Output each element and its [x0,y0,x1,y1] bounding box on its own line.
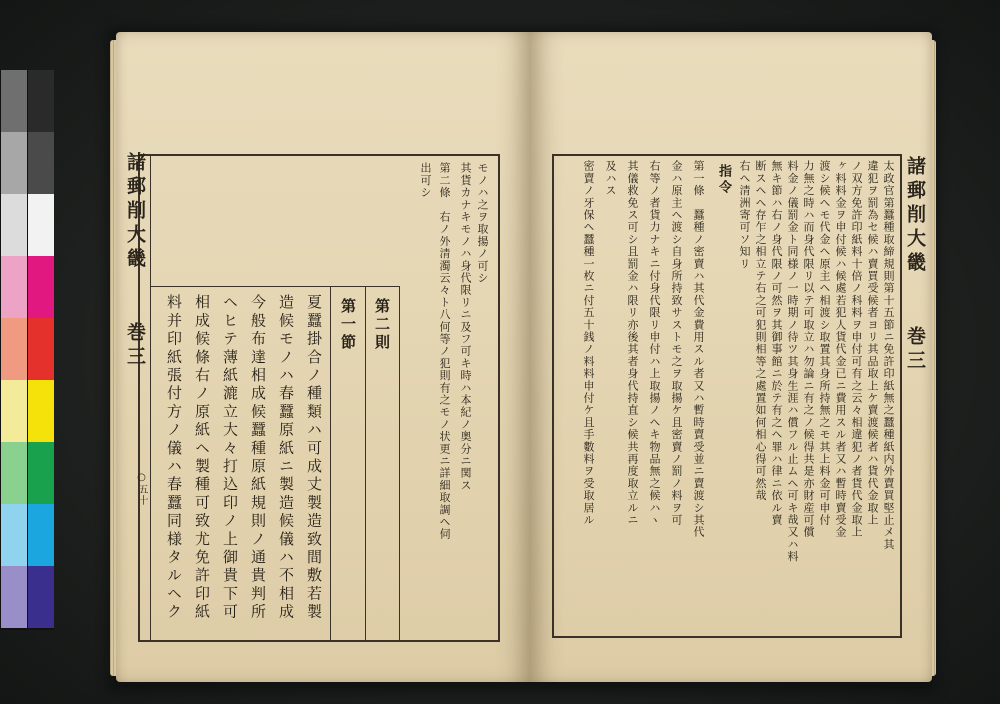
calibration-patch [28,70,54,132]
right-line-6: 力無之時ハ而身代限リ以テ可取立ハ勿論ニ有之ノ候得共是亦財産可償 [802,160,815,539]
right-line2-2: 金ハ原主ヘ渡シ自身所持致サストモ之ヲ取揚ケ且密賣ノ罰ノ料ヲ可 [670,160,683,526]
calibration-patch [28,194,54,256]
left-lower-line-1: 夏蠶掛合ノ種類ハ可成丈製造致間敷若製 [305,294,323,622]
calibration-patch [28,318,54,380]
right-line2-1: 第一條 蠶種ノ密賣ハ其代金費用スル者又ハ暫時賣受並ニ賣渡シ其代 [692,160,705,539]
calibration-patch [1,504,27,566]
right-line-7: 料金ノ儀罰金ト同様ノ一時期ノ待ツ其身生涯ハ償フル止ムヘ可キ哉又ハ料 [786,160,799,563]
right-line-2: 違犯ヲ罰為セ候ハ賣買受候者ヨリ其品取上ケ賣渡候者ハ貨代金取上 [866,160,879,526]
left-lower-line-2: 造候モノハ春蠶原紙ニ製造候儀ハ不相成 [277,294,295,622]
calibration-patch [28,566,54,628]
calibration-patch [28,380,54,442]
left-upper-line-3: 第二條 右ノ外清濁云々ト八何等ノ犯則有之モノ状更ニ詳細取調ヘ伺 [438,162,451,541]
calibration-patch [28,442,54,504]
color-calibration-strip [0,70,54,630]
left-upper-line-4: 出可シ [419,162,432,199]
left-lower-line-4: ヘヒテ薄紙漉立大々打込印ノ上御貴下可 [221,294,239,622]
right-line-8: 無キ節ハ右ノ身代限ノ可然ヲ其御事館ニ於テ有之ヘ罪ハ律ニ依ル賣 [770,160,783,526]
left-lower-line-3: 今般布達相成候蠶種原紙規則ノ通貴判所 [249,294,267,622]
left-upper-line-2: 其貨カナキモノハ身代限リニ及フ可キ時ハ本紀ノ奥分ニ関ス [459,162,472,492]
right-line2-4: 其儀救免ス可シ且罰金ハ限リ亦後其者身代持直シ候共再度取立ルニ [626,160,639,526]
left-header-title: 諸郵削大畿 [124,152,146,272]
calibration-patch [1,566,27,628]
right-line-9: 断スヘヘ存乍之相立テ右之可犯則相等之處置如何相心得可然哉 [754,160,767,502]
calibration-patch [1,256,27,318]
left-heading-1: 第一節 [339,298,357,352]
right-header-volume: 巻三 [904,326,926,374]
right-line-10: 右ヘ清洲寄可ソ知リ [738,160,751,270]
right-line-5: 渡シ候ヘモ代金ヘ原主ヘ相渡シ取置其身所持無之モ其上料金可申付 [818,160,831,526]
calibration-patch [28,256,54,318]
calibration-patch [1,442,27,504]
calibration-patch [1,318,27,380]
left-lower-line-5: 相成候條右ノ原紙ヘ製種可致尤免許印紙 [193,294,211,622]
left-heading-rule-1 [365,286,366,642]
left-page [116,32,530,682]
right-header-title: 諸郵削大畿 [904,156,926,276]
right-line2-3: 右等ノ者貨力ナキニ付身代限リ申付ハ上取揚ノヘキ物品無之候ハヽ [648,160,661,526]
left-heading-rule-2 [330,286,331,642]
left-folio: ○五十 [136,472,147,506]
left-section-frame [150,286,400,642]
calibration-patch [1,70,27,132]
left-lower-line-6: 料并印紙張付方ノ儀ハ春蠶同様タルヘク [165,294,183,622]
calibration-patch [1,380,27,442]
right-line2-6: 密賣ノ牙保ヘ蠶種一枚ニ付五十銭ノ料料申付ケ且手數料ヲ受取居ル [582,160,595,526]
calibration-patch [28,132,54,194]
calibration-patch [28,504,54,566]
right-page [530,32,932,682]
left-header-volume: 巻三 [124,322,146,370]
calibration-patch [1,132,27,194]
calibration-patch [1,194,27,256]
left-upper-line-1: モノハ之ヲ取揚ノ可シ [476,162,489,284]
left-heading-2: 第二則 [373,298,391,352]
right-line-4: ヶ料料金ヲ申付候ハ候處若犯人貨代金已ニ費用スル者又ハ暫時賣受金 [834,160,847,539]
right-line-3: ノ双方免許印紙料十倍ノ科料ヲ申付可有之云々相違犯ノ者貨代金取上 [850,160,863,539]
right-directive-label: 指令 [716,164,731,196]
right-line-1: 太政官第蠶種取締規則第十五節ニ免許印紙無之蠶種紙内外賣買堅止メ其 [882,160,895,551]
right-line2-5: 及ハス [604,160,617,197]
